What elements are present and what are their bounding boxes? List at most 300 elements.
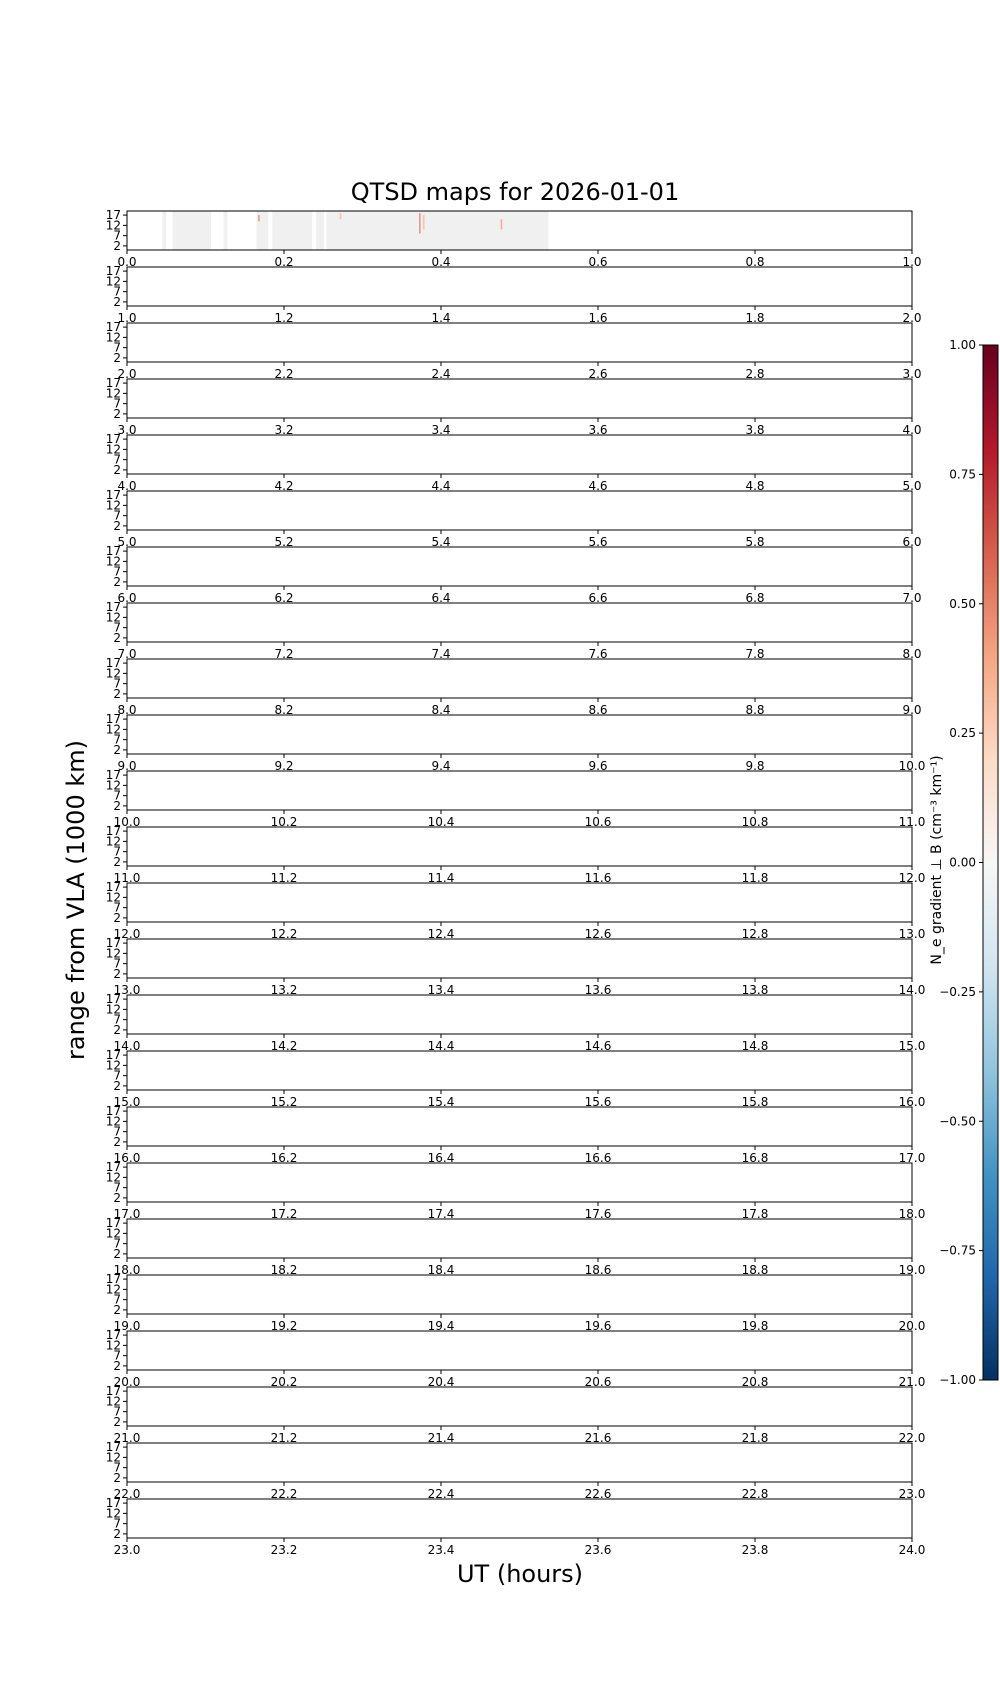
x-tick-label: 10.0 (898, 759, 926, 773)
x-tick-label: 8.6 (588, 703, 608, 717)
x-tick-label: 15.6 (584, 1095, 612, 1109)
y-tick-label: 7 (113, 1516, 121, 1531)
panel-frame (127, 995, 912, 1034)
x-tick-label: 4.0 (117, 479, 137, 493)
x-tick-label: 13.0 (898, 927, 926, 941)
colorbar-tick-label: −0.25 (939, 984, 976, 999)
panel-frame (127, 267, 912, 306)
x-tick-label: 20.8 (741, 1375, 769, 1389)
panel-14 (106, 992, 926, 1053)
y-tick-label: 12 (105, 666, 121, 681)
panel-frame (127, 1387, 912, 1426)
y-tick-label: 2 (113, 1470, 121, 1485)
x-tick-label: 16.0 (113, 1151, 141, 1165)
x-tick-label: 22.2 (270, 1487, 298, 1501)
y-tick-label: 2 (113, 462, 121, 477)
panel-15 (106, 1048, 926, 1109)
y-tick-label: 17 (105, 432, 121, 447)
y-tick-label: 12 (105, 1450, 121, 1465)
x-tick-label: 18.2 (270, 1263, 298, 1277)
x-tick-label: 12.2 (270, 927, 298, 941)
y-tick-label: 7 (113, 508, 121, 523)
x-tick-label: 6.2 (274, 591, 294, 605)
y-tick-label: 2 (113, 686, 121, 701)
y-tick-label: 2 (113, 1190, 121, 1205)
colorbar (929, 338, 998, 1387)
y-tick-label: 12 (105, 1226, 121, 1241)
x-tick-label: 3.2 (274, 423, 294, 437)
y-tick-label: 17 (105, 992, 121, 1007)
x-tick-label: 11.4 (427, 871, 455, 885)
x-tick-label: 14.0 (898, 983, 926, 997)
y-tick-label: 7 (113, 732, 121, 747)
x-tick-label: 10.6 (584, 815, 612, 829)
y-tick-label: 7 (113, 900, 121, 915)
y-tick-label: 12 (105, 218, 121, 233)
panel-frame (127, 1051, 912, 1090)
x-tick-label: 1.2 (274, 311, 294, 325)
colorbar-ticks (939, 338, 983, 1387)
x-tick-label: 2.0 (902, 311, 922, 325)
x-tick-label: 18.6 (584, 1263, 612, 1277)
gradient-feature (423, 215, 425, 229)
x-tick-label: 14.2 (270, 1039, 298, 1053)
x-tick-label: 2.2 (274, 367, 294, 381)
panel-frame (127, 491, 912, 530)
x-tick-label: 21.4 (427, 1431, 455, 1445)
x-tick-label: 19.2 (270, 1319, 298, 1333)
x-tick-label: 8.0 (902, 647, 922, 661)
x-tick-label: 5.0 (117, 535, 137, 549)
y-tick-label: 12 (105, 1002, 121, 1017)
x-tick-label: 5.6 (588, 535, 608, 549)
x-tick-label: 7.2 (274, 647, 294, 661)
y-tick-label: 7 (113, 620, 121, 635)
colorbar-label: N_e gradient ⊥ B (cm⁻³ km⁻¹) (929, 755, 945, 965)
x-tick-label: 5.0 (902, 479, 922, 493)
x-tick-label: 17.6 (584, 1207, 612, 1221)
x-tick-label: 3.8 (745, 423, 765, 437)
y-tick-label: 17 (105, 1496, 121, 1511)
gradient-feature (501, 219, 503, 229)
y-tick-label: 17 (105, 544, 121, 559)
x-tick-label: 9.4 (431, 759, 451, 773)
y-tick-label: 17 (105, 656, 121, 671)
y-tick-label: 17 (105, 824, 121, 839)
x-tick-label: 0.0 (117, 255, 137, 269)
y-tick-label: 12 (105, 1282, 121, 1297)
y-tick-label: 2 (113, 350, 121, 365)
x-tick-label: 12.4 (427, 927, 455, 941)
panel-frame (127, 715, 912, 754)
x-tick-label: 21.2 (270, 1431, 298, 1445)
y-tick-label: 17 (105, 376, 121, 391)
x-tick-label: 9.8 (745, 759, 765, 773)
y-tick-label: 7 (113, 1292, 121, 1307)
x-tick-label: 4.6 (588, 479, 608, 493)
x-tick-label: 17.2 (270, 1207, 298, 1221)
colorbar-tick-label: 0.50 (949, 596, 976, 611)
y-tick-label: 12 (105, 1058, 121, 1073)
panel-3 (106, 376, 922, 437)
y-tick-label: 2 (113, 294, 121, 309)
x-tick-label: 23.6 (584, 1543, 612, 1557)
panel-frame (127, 939, 912, 978)
y-tick-label: 12 (105, 722, 121, 737)
panel-17 (106, 1160, 926, 1221)
y-tick-label: 2 (113, 1358, 121, 1373)
x-tick-label: 9.6 (588, 759, 608, 773)
y-tick-label: 17 (105, 880, 121, 895)
colorbar-tick-label: 0.00 (949, 855, 976, 870)
colorbar-tick-label: −0.50 (939, 1114, 976, 1129)
panel-9 (106, 712, 926, 773)
x-tick-label: 21.8 (741, 1431, 769, 1445)
x-tick-label: 19.4 (427, 1319, 455, 1333)
gradient-feature (419, 213, 421, 234)
x-tick-label: 18.0 (113, 1263, 141, 1277)
x-tick-label: 13.8 (741, 983, 769, 997)
x-tick-label: 24.0 (898, 1543, 926, 1557)
x-tick-label: 16.4 (427, 1151, 455, 1165)
y-tick-label: 2 (113, 630, 121, 645)
x-tick-label: 8.0 (117, 703, 137, 717)
y-tick-label: 7 (113, 1012, 121, 1027)
y-tick-label: 2 (113, 238, 121, 253)
x-tick-label: 20.0 (898, 1319, 926, 1333)
x-tick-label: 10.2 (270, 815, 298, 829)
x-tick-label: 4.2 (274, 479, 294, 493)
panel-0 (106, 208, 922, 269)
panel-frame (127, 323, 912, 362)
y-tick-label: 12 (105, 778, 121, 793)
coverage-block (162, 211, 166, 250)
gradient-feature (340, 213, 342, 219)
x-tick-label: 13.6 (584, 983, 612, 997)
panel-5 (106, 488, 922, 549)
x-tick-label: 1.6 (588, 311, 608, 325)
y-tick-label: 7 (113, 1124, 121, 1139)
y-tick-label: 7 (113, 1460, 121, 1475)
x-tick-label: 22.0 (113, 1487, 141, 1501)
x-tick-label: 23.4 (427, 1543, 455, 1557)
x-tick-label: 8.2 (274, 703, 294, 717)
y-tick-label: 17 (105, 768, 121, 783)
panel-frame (127, 1331, 912, 1370)
coverage-block (316, 211, 324, 250)
x-tick-label: 22.4 (427, 1487, 455, 1501)
x-tick-label: 21.0 (898, 1375, 926, 1389)
x-tick-label: 1.0 (902, 255, 922, 269)
x-tick-label: 2.6 (588, 367, 608, 381)
y-tick-label: 2 (113, 1526, 121, 1541)
x-tick-label: 1.0 (117, 311, 137, 325)
panel-6 (106, 544, 922, 605)
panel-frame (127, 1499, 912, 1538)
x-tick-label: 1.8 (745, 311, 765, 325)
coverage-block (224, 211, 228, 250)
y-tick-label: 7 (113, 452, 121, 467)
x-tick-label: 4.8 (745, 479, 765, 493)
x-tick-label: 22.6 (584, 1487, 612, 1501)
y-tick-label: 7 (113, 956, 121, 971)
x-tick-label: 12.6 (584, 927, 612, 941)
panel-frame (127, 659, 912, 698)
coverage-block (272, 211, 312, 250)
y-tick-label: 7 (113, 844, 121, 859)
panel-19 (106, 1272, 926, 1333)
x-tick-label: 8.4 (431, 703, 451, 717)
x-tick-label: 17.0 (898, 1151, 926, 1165)
panel-frame (127, 1443, 912, 1482)
x-tick-label: 20.4 (427, 1375, 455, 1389)
x-tick-label: 11.0 (898, 815, 926, 829)
y-axis-label: range from VLA (1000 km) (62, 740, 90, 1060)
x-tick-label: 18.8 (741, 1263, 769, 1277)
panel-frame (127, 1219, 912, 1258)
y-tick-label: 17 (105, 1048, 121, 1063)
y-tick-label: 7 (113, 788, 121, 803)
x-tick-label: 3.6 (588, 423, 608, 437)
colorbar-tick-label: −0.75 (939, 1243, 976, 1258)
panel-frame (127, 1107, 912, 1146)
x-tick-label: 13.2 (270, 983, 298, 997)
y-tick-label: 12 (105, 1338, 121, 1353)
y-tick-label: 7 (113, 1068, 121, 1083)
y-tick-label: 17 (105, 1160, 121, 1175)
x-tick-label: 15.0 (113, 1095, 141, 1109)
y-tick-label: 7 (113, 228, 121, 243)
panel-13 (106, 936, 926, 997)
x-tick-label: 16.0 (898, 1095, 926, 1109)
y-tick-label: 17 (105, 1440, 121, 1455)
y-tick-label: 17 (105, 264, 121, 279)
y-tick-label: 2 (113, 910, 121, 925)
gradient-feature (258, 215, 260, 221)
panel-1 (106, 264, 922, 325)
x-tick-label: 10.8 (741, 815, 769, 829)
panel-11 (106, 824, 926, 885)
panel-frame (127, 1275, 912, 1314)
y-tick-label: 12 (105, 442, 121, 457)
x-tick-label: 14.4 (427, 1039, 455, 1053)
y-tick-label: 17 (105, 1328, 121, 1343)
x-tick-label: 19.8 (741, 1319, 769, 1333)
panel-frame (127, 603, 912, 642)
x-tick-label: 4.4 (431, 479, 451, 493)
x-tick-label: 10.4 (427, 815, 455, 829)
x-tick-label: 18.0 (898, 1207, 926, 1221)
y-tick-label: 2 (113, 1246, 121, 1261)
y-tick-label: 7 (113, 676, 121, 691)
x-tick-label: 17.4 (427, 1207, 455, 1221)
chart-title: QTSD maps for 2026-01-01 (350, 178, 680, 206)
x-tick-label: 2.8 (745, 367, 765, 381)
y-tick-label: 12 (105, 834, 121, 849)
y-tick-label: 12 (105, 1394, 121, 1409)
y-tick-label: 17 (105, 600, 121, 615)
x-tick-label: 20.2 (270, 1375, 298, 1389)
y-tick-label: 2 (113, 854, 121, 869)
x-tick-label: 21.0 (113, 1431, 141, 1445)
y-tick-label: 7 (113, 1404, 121, 1419)
y-tick-label: 2 (113, 1302, 121, 1317)
y-tick-label: 17 (105, 208, 121, 223)
panel-10 (106, 768, 926, 829)
y-tick-label: 12 (105, 554, 121, 569)
y-tick-label: 17 (105, 1384, 121, 1399)
x-tick-label: 14.0 (113, 1039, 141, 1053)
panel-23 (106, 1496, 926, 1557)
x-tick-label: 16.2 (270, 1151, 298, 1165)
y-tick-label: 2 (113, 742, 121, 757)
x-tick-label: 13.0 (113, 983, 141, 997)
y-tick-label: 7 (113, 1348, 121, 1363)
x-tick-label: 0.4 (431, 255, 451, 269)
x-tick-label: 12.0 (113, 927, 141, 941)
x-tick-label: 4.0 (902, 423, 922, 437)
x-tick-label: 11.8 (741, 871, 769, 885)
y-tick-label: 2 (113, 966, 121, 981)
y-tick-label: 12 (105, 946, 121, 961)
x-tick-label: 6.6 (588, 591, 608, 605)
x-tick-label: 23.8 (741, 1543, 769, 1557)
x-tick-label: 3.0 (117, 423, 137, 437)
panel-12 (106, 880, 926, 941)
x-tick-label: 5.4 (431, 535, 451, 549)
y-tick-label: 7 (113, 340, 121, 355)
y-tick-label: 2 (113, 574, 121, 589)
x-tick-label: 20.6 (584, 1375, 612, 1389)
x-tick-label: 22.8 (741, 1487, 769, 1501)
x-tick-label: 0.8 (745, 255, 765, 269)
x-tick-label: 14.6 (584, 1039, 612, 1053)
y-tick-label: 12 (105, 386, 121, 401)
colorbar-tick-label: 0.25 (949, 726, 976, 741)
x-tick-label: 23.0 (898, 1487, 926, 1501)
x-tick-label: 23.0 (113, 1543, 141, 1557)
x-tick-label: 7.0 (902, 591, 922, 605)
y-tick-label: 2 (113, 1022, 121, 1037)
x-tick-label: 11.0 (113, 871, 141, 885)
colorbar-gradient (983, 345, 998, 1380)
y-tick-label: 12 (105, 1506, 121, 1521)
y-tick-label: 17 (105, 1104, 121, 1119)
x-tick-label: 15.8 (741, 1095, 769, 1109)
x-tick-label: 19.0 (113, 1319, 141, 1333)
y-tick-label: 17 (105, 712, 121, 727)
y-tick-label: 2 (113, 798, 121, 813)
panel-4 (106, 432, 922, 493)
x-tick-label: 9.0 (902, 703, 922, 717)
panel-frame (127, 827, 912, 866)
x-tick-label: 19.0 (898, 1263, 926, 1277)
x-tick-label: 23.2 (270, 1543, 298, 1557)
x-tick-label: 3.4 (431, 423, 451, 437)
y-tick-label: 17 (105, 1216, 121, 1231)
y-tick-label: 7 (113, 1180, 121, 1195)
y-tick-label: 17 (105, 488, 121, 503)
x-tick-label: 5.2 (274, 535, 294, 549)
x-tick-label: 5.8 (745, 535, 765, 549)
y-tick-label: 12 (105, 1170, 121, 1185)
panel-22 (106, 1440, 926, 1501)
x-tick-label: 3.0 (902, 367, 922, 381)
panel-21 (106, 1384, 926, 1445)
x-tick-label: 7.6 (588, 647, 608, 661)
y-tick-label: 2 (113, 1078, 121, 1093)
colorbar-tick-label: 0.75 (949, 467, 976, 482)
x-tick-label: 18.4 (427, 1263, 455, 1277)
x-tick-label: 12.8 (741, 927, 769, 941)
colorbar-tick-label: 1.00 (949, 338, 976, 352)
panel-2 (106, 320, 922, 381)
y-tick-label: 17 (105, 1272, 121, 1287)
coverage-block (326, 211, 548, 250)
y-tick-label: 2 (113, 1414, 121, 1429)
panel-20 (106, 1328, 926, 1389)
panel-frame (127, 379, 912, 418)
x-tick-label: 6.4 (431, 591, 451, 605)
x-tick-label: 7.8 (745, 647, 765, 661)
x-tick-label: 9.2 (274, 759, 294, 773)
panel-frame (127, 435, 912, 474)
x-tick-label: 6.0 (117, 591, 137, 605)
x-tick-label: 20.0 (113, 1375, 141, 1389)
panel-frame (127, 1163, 912, 1202)
x-tick-label: 7.0 (117, 647, 137, 661)
x-tick-label: 11.2 (270, 871, 298, 885)
coverage-block (173, 211, 211, 250)
x-tick-label: 7.4 (431, 647, 451, 661)
x-tick-label: 15.2 (270, 1095, 298, 1109)
x-tick-label: 14.8 (741, 1039, 769, 1053)
x-axis-label: UT (hours) (456, 1560, 584, 1588)
y-tick-label: 12 (105, 498, 121, 513)
panel-8 (106, 656, 922, 717)
y-tick-label: 7 (113, 564, 121, 579)
panel-18 (106, 1216, 926, 1277)
x-tick-label: 16.8 (741, 1151, 769, 1165)
y-tick-label: 7 (113, 396, 121, 411)
y-tick-label: 2 (113, 1134, 121, 1149)
panel-frame (127, 771, 912, 810)
x-tick-label: 19.6 (584, 1319, 612, 1333)
panel-frame (127, 547, 912, 586)
y-tick-label: 12 (105, 1114, 121, 1129)
x-tick-label: 6.8 (745, 591, 765, 605)
y-tick-label: 7 (113, 284, 121, 299)
x-tick-label: 1.4 (431, 311, 451, 325)
x-tick-label: 13.4 (427, 983, 455, 997)
colorbar-tick-label: −1.00 (939, 1373, 976, 1387)
y-tick-label: 12 (105, 274, 121, 289)
y-tick-label: 12 (105, 610, 121, 625)
x-tick-label: 22.0 (898, 1431, 926, 1445)
y-tick-label: 2 (113, 406, 121, 421)
x-tick-label: 0.2 (274, 255, 294, 269)
x-tick-label: 0.6 (588, 255, 608, 269)
x-tick-label: 11.6 (584, 871, 612, 885)
x-tick-label: 12.0 (898, 871, 926, 885)
y-tick-label: 12 (105, 890, 121, 905)
x-tick-label: 17.8 (741, 1207, 769, 1221)
x-tick-label: 17.0 (113, 1207, 141, 1221)
x-tick-label: 21.6 (584, 1431, 612, 1445)
panel-16 (106, 1104, 926, 1165)
y-tick-label: 2 (113, 518, 121, 533)
y-tick-label: 17 (105, 936, 121, 951)
